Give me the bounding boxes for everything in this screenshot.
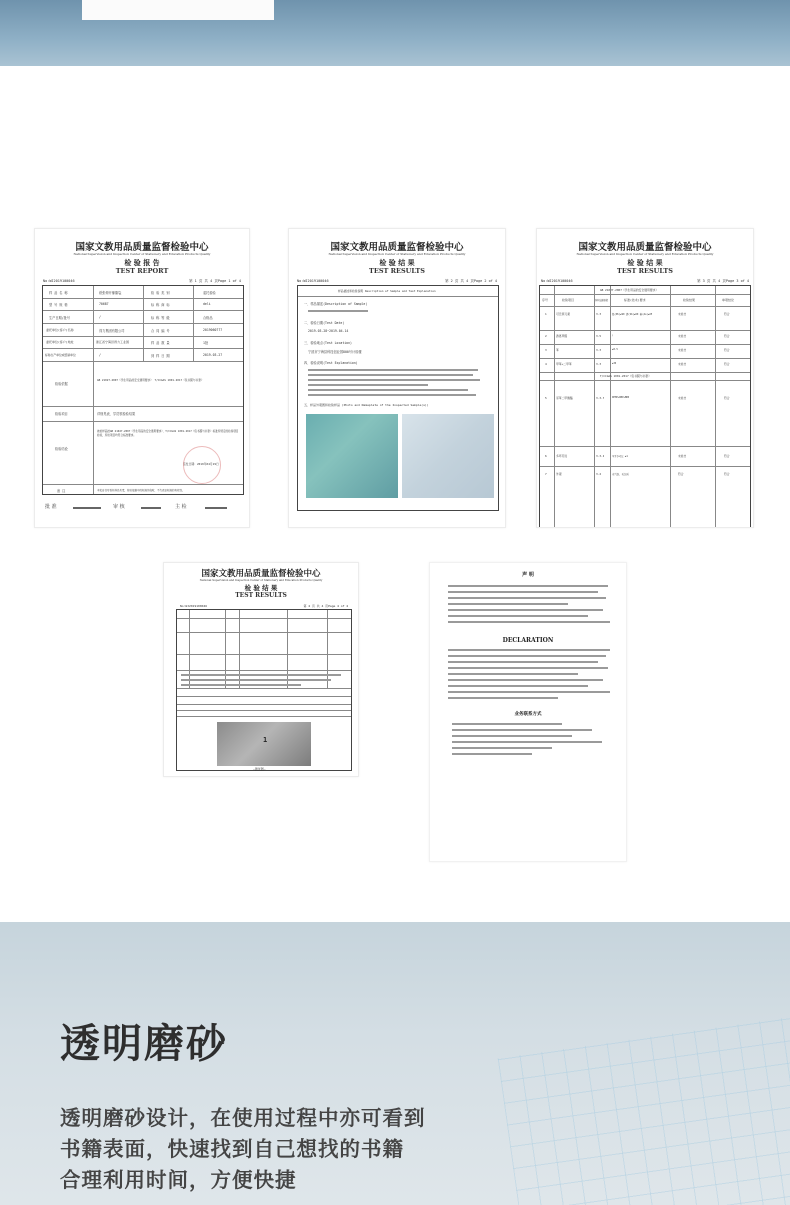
- results-cell: 苯: [556, 348, 559, 352]
- req-value: GB 21027-2007《学生用品的安全通用要求》 T/CCGAS 1001-2017《包书膜与书套》: [97, 378, 204, 382]
- test-results-page-2: [288, 228, 506, 528]
- field-label-brand: 标 称 商 标: [151, 303, 170, 307]
- test-location-value: 宁波市宁海县科技创业园800号计检楼: [308, 350, 362, 354]
- results-cell: 2: [545, 334, 547, 338]
- contact-line-5: [452, 747, 552, 749]
- decl-cn-line-7: [448, 621, 610, 623]
- field-label-quantity: 样 品 数 量: [151, 341, 170, 345]
- decl-cn-line-5: [448, 609, 603, 611]
- field-label-client: 委托单位(客户)名称: [46, 328, 74, 332]
- results-cell: 游离甲醛: [556, 334, 568, 338]
- results-heading-cn: 检 验 结 果: [627, 258, 663, 267]
- field-value-model: 70687: [99, 302, 109, 306]
- results-cell: 可迁移元素: [556, 312, 570, 316]
- results-cell: 3.5: [596, 334, 602, 338]
- contact-line-4: [452, 741, 602, 743]
- report-heading-cn: 检 验 报 告: [124, 258, 160, 267]
- decl-en-line-9: [448, 697, 558, 699]
- test-photo-label: 1: [263, 736, 268, 744]
- declaration-page: [429, 562, 627, 862]
- explanation-line-4: [308, 384, 428, 386]
- results-cell: 3.3: [596, 312, 602, 316]
- page-info: 第 4 页 共 4 页Page 4 of 4: [303, 604, 348, 608]
- approval-date: 签发日期：2019年04月19日: [183, 462, 219, 466]
- contact-line-1: [452, 723, 562, 725]
- results-cell: 铅(Pb)≤90 锑(Sb)≤60 砷(As)≤25: [612, 313, 653, 316]
- note-line-3: [181, 684, 301, 686]
- field-value-quantity: 1批: [203, 341, 209, 345]
- decl-en-line-1: [448, 649, 610, 651]
- results-cell: 符合: [678, 472, 684, 476]
- feature-heading: 透明磨砂: [60, 1021, 228, 1067]
- description-caption: 样品描述和检验说明 Description of Sample and Test Explanation: [338, 289, 436, 293]
- decl-en-line-3: [448, 661, 598, 663]
- results-cell: 符合: [724, 312, 730, 316]
- col-no: 序号: [542, 298, 549, 302]
- note-line-2: [181, 679, 331, 681]
- declaration-title-cn: 声 明: [522, 572, 534, 578]
- center-title-en: National Supervision and Inspection Center of Stationery and Education Products Quality: [73, 252, 211, 256]
- signature-verified: [141, 507, 161, 509]
- page-info: 第 1 页 共 4 页Page 1 of 4: [189, 279, 241, 283]
- field-value-address: 浙江省宁海县得力工业园: [96, 340, 130, 344]
- field-label-date: 生产日期/批号: [49, 316, 71, 320]
- results-cell: /: [612, 334, 614, 337]
- description-table: [297, 285, 499, 511]
- center-title-en: National Supervision and Inspection Center of Stationery and Education Products Quality: [328, 252, 466, 256]
- field-value-brand: deli: [203, 302, 211, 306]
- center-title-cn: 国家文教用品质量监督检验中心: [201, 569, 321, 579]
- results-cell: 未检出: [678, 312, 687, 316]
- remarks-label: 备 注: [57, 489, 66, 493]
- field-value-contract: 2019060777: [203, 328, 223, 332]
- summary-label: 检验结论: [55, 447, 68, 451]
- field-label-arrival: 到 样 日 期: [151, 354, 170, 358]
- decl-en-line-4: [448, 667, 608, 669]
- results-cell: 3: [545, 348, 547, 352]
- note-line-1: [181, 674, 341, 676]
- section-sample: 一、样品描述(Description of Sample): [304, 302, 368, 306]
- test-date-value: 2019-03-28~2019-04-14: [308, 329, 349, 333]
- sample-photo-front: [306, 414, 398, 498]
- col-result: 检验结果: [683, 298, 696, 302]
- results-cell: 3.3: [596, 362, 602, 366]
- results-heading-en: TEST RESULTS: [617, 267, 673, 275]
- contact-line-2: [452, 729, 592, 731]
- feature-desc-line-3: 合理利用时间，方便快捷: [60, 1168, 297, 1192]
- results-cell: 邻苯二甲酸酯: [556, 396, 573, 400]
- page-info: 第 3 页 共 4 页Page 3 of 4: [697, 279, 749, 283]
- sign-verified: 审 核: [113, 504, 125, 510]
- results-cell: 3.3: [596, 348, 602, 352]
- results-cell: 5: [545, 396, 547, 400]
- field-value-category: 委托检验: [203, 291, 216, 295]
- results-cell: 无气泡、无杂质: [612, 473, 629, 476]
- continued-table: [176, 609, 352, 771]
- results-cell: 未检出: [678, 348, 687, 352]
- grid-decoration: [498, 1014, 790, 1205]
- page-info: 第 2 页 共 4 页Page 2 of 4: [445, 279, 497, 283]
- results-cell: 甲苯+二甲苯: [556, 362, 572, 366]
- test-results-page-3: [536, 228, 754, 528]
- items-label: 检验项目: [55, 412, 68, 416]
- results-cell: 3.2: [596, 472, 602, 476]
- results-cell: 7: [545, 472, 547, 476]
- test-photo-caption: —测试图—: [253, 767, 266, 771]
- explanation-line-1: [308, 369, 478, 371]
- field-value-date: /: [99, 315, 101, 319]
- results-cell: 1: [545, 312, 547, 316]
- decl-en-line-6: [448, 679, 603, 681]
- results-cell: 符合: [724, 454, 730, 458]
- explanation-line-6: [308, 394, 476, 396]
- results-cell: DEHP+DBP+BBP: [612, 396, 630, 399]
- results-cell: 符合: [724, 472, 730, 476]
- field-label-category: 检 验 类 别: [151, 291, 170, 295]
- results-heading-en: TEST RESULTS: [369, 267, 425, 275]
- inspection-stamp: [183, 446, 221, 484]
- top-card: [82, 0, 274, 20]
- contact-title: 业务联系方式: [514, 712, 542, 717]
- explanation-line-3: [308, 379, 480, 381]
- field-label-address: 委托单位(客户)地址: [46, 340, 74, 344]
- signature-compose: [205, 507, 227, 509]
- field-value-producer: /: [99, 353, 101, 357]
- results-cell: 外观: [556, 472, 562, 476]
- sample-desc-line: [308, 310, 368, 312]
- decl-cn-line-1: [448, 585, 608, 587]
- decl-en-line-7: [448, 685, 588, 687]
- results-cell: 符合: [724, 362, 730, 366]
- results-table: [539, 285, 751, 528]
- contact-line-6: [452, 753, 532, 755]
- signature-approved: [73, 507, 101, 509]
- decl-en-line-8: [448, 691, 610, 693]
- field-label-contract: 合 同 编 号: [151, 329, 170, 333]
- remarks-value: 本报告仅对委托样品负责，检验依据中的标准作废时，不代表该标准的有效性。: [97, 489, 185, 492]
- decl-en-line-5: [448, 673, 578, 675]
- col-item: 检验项目: [562, 298, 575, 302]
- results-cell: ≤30: [612, 362, 617, 365]
- results-cell: 符合: [724, 348, 730, 352]
- explanation-line-5: [308, 389, 468, 391]
- section-explanation: 四、检验说明(Test Explanation): [304, 361, 358, 365]
- sign-approved: 批 准: [45, 504, 57, 510]
- col-conclusion: 单项结论: [722, 298, 735, 302]
- report-number: No:WJ2019100046: [297, 279, 329, 283]
- field-label-producer: 标称生产单位或经销单位: [45, 353, 76, 357]
- test-results-page-4: [163, 562, 359, 777]
- explanation-line-2: [308, 374, 473, 376]
- results-cell: 符合: [724, 334, 730, 338]
- field-value-arrival: 2019-03-27: [203, 353, 223, 357]
- decl-cn-line-3: [448, 597, 606, 599]
- decl-cn-line-4: [448, 603, 568, 605]
- test-report-page-1: [34, 228, 250, 528]
- decl-en-line-2: [448, 655, 606, 657]
- results-cell: 未检出: [678, 334, 687, 338]
- field-label-sample-name: 样 品 名 称: [49, 291, 68, 295]
- field-value-client: 得力集团有限公司: [99, 329, 125, 333]
- center-title-en: National Supervision and Inspection Center of Stationery and Education Products Quality: [199, 578, 323, 582]
- feature-desc-line-1: 透明磨砂设计，在使用过程中亦可看到: [60, 1106, 426, 1130]
- center-title-cn: 国家文教用品质量监督检验中心: [330, 242, 464, 253]
- field-label-grade: 标 称 等 级: [151, 316, 170, 320]
- decl-cn-line-6: [448, 615, 588, 617]
- section-photo: 五、样品外观图和检验样品 (Photo and Nameplate of the Inspected Sample(s)): [304, 403, 429, 407]
- field-label-model: 型 号 规 格: [49, 303, 68, 307]
- report-number: No:WJ2019100046: [180, 604, 208, 608]
- decl-cn-line-2: [448, 591, 598, 593]
- center-title-cn: 国家文教用品质量监督检验中心: [75, 242, 209, 253]
- section-test-location: 三、检验地点(Test Location): [304, 341, 352, 345]
- report-number: No:WJ2019100046: [541, 279, 573, 283]
- test-photo: [217, 722, 311, 766]
- results-cell: 苯并[a]芘 ≤1: [612, 455, 628, 458]
- results-cell: 未检出: [678, 454, 687, 458]
- results-cell: 多环芳烃: [556, 454, 568, 458]
- col-clause: 检验依据条款: [595, 299, 609, 302]
- feature-desc-line-2: 书籍表面，快速找到自己想找的书籍: [60, 1137, 404, 1161]
- summary-value: 被检样品按GB 21027-2007《学生用品的安全通用要求》、T/CCGAS 1001-2017《包书膜与书套》标准所规定的检验项目检验，所检项目均符合标准要求。: [97, 430, 239, 438]
- field-value-sample-name: 纸张伸开橡藻袋: [99, 291, 122, 295]
- results-heading-cn: 检 验 结 果: [379, 258, 415, 267]
- sample-photo-nameplate: [402, 414, 494, 498]
- report-heading-en: TEST REPORT: [115, 267, 169, 275]
- results-cell: ≤0.5: [612, 348, 618, 351]
- declaration-title-en: DECLARATION: [502, 637, 554, 644]
- center-title-en: National Supervision and Inspection Center of Stationery and Education Products Quality: [576, 252, 714, 256]
- results-heading-cn: 检 验 结 果: [244, 584, 278, 592]
- results-cell: 符合: [724, 396, 730, 400]
- section-test-date: 二、检验日期(Test Date): [304, 321, 345, 325]
- col-requirement: 标准(技术)要求: [624, 298, 646, 302]
- results-cell: 未检出: [678, 362, 687, 366]
- contact-line-3: [452, 735, 572, 737]
- standard-caption: GB 21027-2007《学生用品的安全通用要求》: [600, 288, 659, 292]
- results-heading-en: TEST RESULTS: [235, 592, 287, 599]
- sign-compose: 主 检: [175, 504, 187, 510]
- standard-caption-2: T/CCGAS 1001-2017《包书膜与书套》: [600, 374, 652, 378]
- results-cell: 未检出: [678, 396, 687, 400]
- center-title-cn: 国家文教用品质量监督检验中心: [578, 242, 712, 253]
- results-cell: 4: [545, 362, 547, 366]
- items-value: 详细见表、学员领检验结果: [97, 412, 136, 416]
- req-label: 检验依据: [55, 382, 68, 386]
- field-value-grade: 合格品: [203, 316, 213, 320]
- results-cell: 3.3.3: [596, 396, 605, 400]
- report-form-table: [42, 285, 244, 495]
- results-cell: 6: [545, 454, 547, 458]
- report-number: No:WJ2019100046: [43, 279, 75, 283]
- results-cell: 3.3.4: [596, 454, 605, 458]
